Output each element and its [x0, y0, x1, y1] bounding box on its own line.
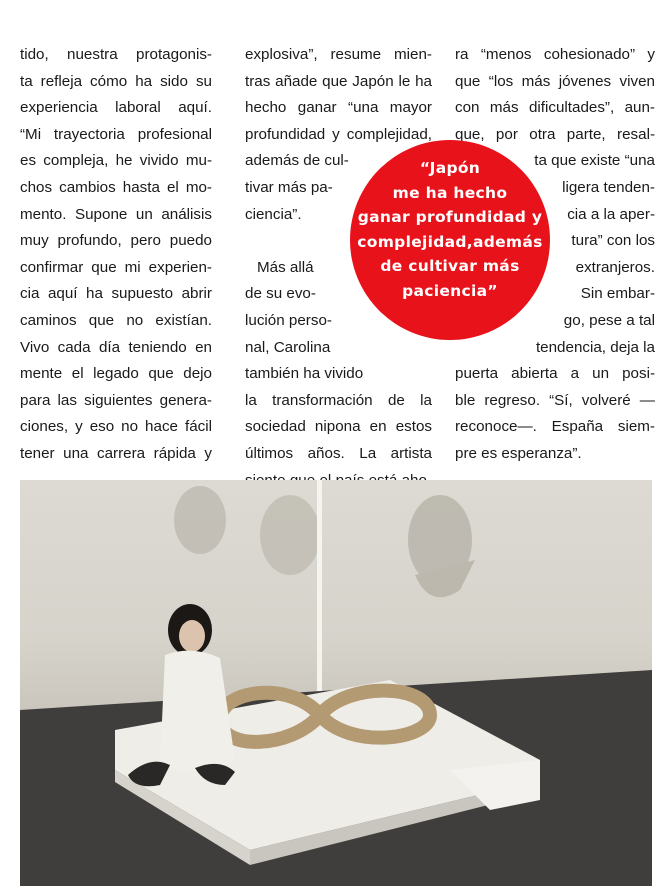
- col3-line: pre es esperanza”.: [455, 444, 582, 462]
- col1-line: ciones, y eso no hace fácil: [20, 418, 212, 436]
- col3-line: puerta abierta a un posi-: [455, 365, 655, 383]
- pull-quote-line: me ha hecho: [392, 183, 508, 202]
- col3-line: go, pese a tal: [563, 311, 655, 329]
- col3-line: extranjeros.: [575, 258, 655, 276]
- col2-line: ciencia”.: [245, 205, 302, 223]
- col2-line: explosiva”, resume mien-: [245, 46, 432, 63]
- pull-quote-line: “Japón: [419, 159, 481, 177]
- col1-line: “Mi trayectoria profesional: [20, 125, 212, 143]
- col2-line: últimos años. La artista: [245, 444, 432, 462]
- col3-line: reconoce—. España siem-: [455, 418, 655, 436]
- col2-line: Más allá: [257, 258, 314, 276]
- col1-line: tener una carrera rápida y: [20, 444, 212, 462]
- col2-line: nal, Carolina: [245, 338, 331, 356]
- col3-line: tendencia, deja la: [535, 338, 655, 356]
- col1-line: mente el legado que dejo: [20, 365, 212, 383]
- col1-line: ta refleja cómo ha sido su: [20, 72, 212, 90]
- col3-line: ra “menos cohesionado” y: [455, 46, 655, 63]
- col3-line: con más dificultades”, aun-: [455, 99, 655, 117]
- col2-line: sociedad nipona en estos: [245, 418, 432, 436]
- pull-quote: [350, 156, 550, 303]
- col3-line: ble regreso. “Sí, volveré —: [455, 391, 655, 409]
- col2-line: profundidad y complejidad,: [245, 125, 432, 143]
- col1-line: para las siguientes genera-: [20, 391, 212, 409]
- col2-line: lución perso-: [245, 311, 332, 329]
- col3-line: que “los más jóvenes viven: [455, 72, 655, 90]
- col1-line: mento. Supone un análisis: [20, 205, 212, 223]
- col3-line: Sin embar-: [580, 285, 655, 303]
- col2-line: también ha vivido: [245, 365, 364, 383]
- col1-line: tido, nuestra protagonis-: [20, 46, 212, 63]
- col1-line: caminos que no existían.: [20, 311, 212, 329]
- col3-line: que, por otra parte, resal-: [455, 125, 655, 143]
- col2-line: la transformación de la: [245, 391, 432, 409]
- pull-quote-line: paciencia”: [402, 281, 498, 300]
- col2-line: hecho ganar “una mayor: [245, 99, 432, 117]
- col2-line: de su evo-: [245, 285, 316, 303]
- col1-line: muy profundo, pero puedo: [20, 232, 212, 250]
- artist-installation-photo: [20, 480, 652, 886]
- col1-line: confirmar que mi experien-: [20, 258, 212, 276]
- col1-line: cia aquí ha supuesto abrir: [20, 285, 212, 303]
- col3-line: cia a la aper-: [567, 205, 655, 223]
- col1-line: experiencia laboral aquí.: [20, 99, 212, 117]
- col1-line: chos cambios hasta el mo-: [20, 178, 212, 196]
- col2-line: tivar más pa-: [245, 178, 333, 196]
- col3-line: tura” con los: [571, 232, 655, 250]
- pull-quote-line: complejidad,además: [357, 232, 543, 251]
- col1-line: Vivo cada día teniendo en: [20, 338, 212, 356]
- col2-line: además de cul-: [245, 152, 349, 170]
- col2-line: tras añade que Japón le ha: [245, 72, 432, 90]
- col3-line: ligera tenden-: [562, 178, 655, 196]
- col1-line: es compleja, he vivido mu-: [20, 152, 212, 170]
- pull-quote-line: de cultivar más: [380, 257, 520, 275]
- pull-quote-line: ganar profundidad y: [357, 208, 543, 226]
- article-column-1: [20, 42, 212, 468]
- col3-line: ta que existe “una: [534, 152, 655, 170]
